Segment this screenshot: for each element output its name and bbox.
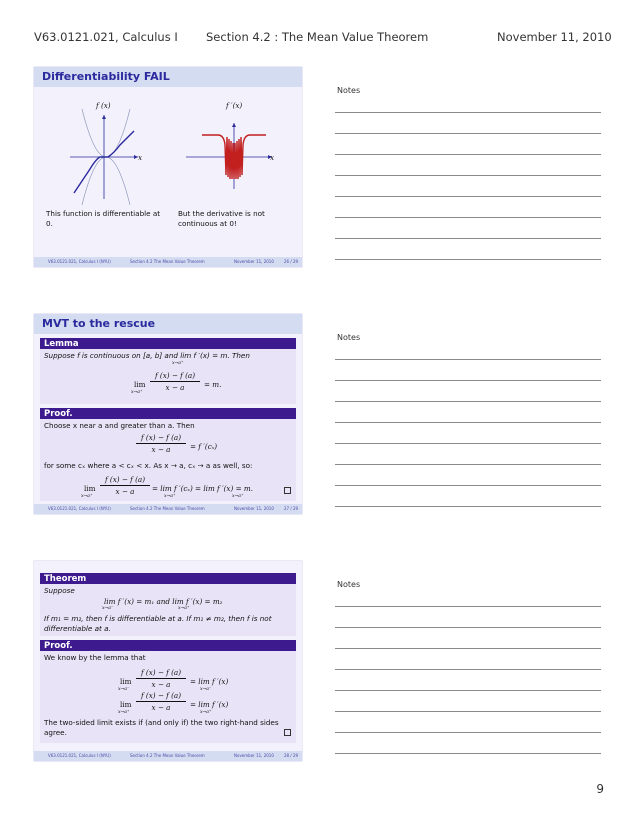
slide-title: Differentiability FAIL <box>42 70 170 83</box>
eq2-fraction <box>136 691 186 712</box>
lemma-body <box>40 349 296 404</box>
notes-line <box>335 217 601 218</box>
proof-eq-numerator: f (x) − f (a) <box>104 475 146 484</box>
y-axis-arrow-right <box>232 123 236 127</box>
lemma-lim: lim <box>134 380 146 389</box>
page-number: 9 <box>596 782 604 796</box>
theorem-header <box>40 573 296 584</box>
proof-line1: Choose x near a and greater than a. Then <box>44 421 195 430</box>
notes-line <box>335 380 601 381</box>
proof-line2: for some cₓ where a < cₓ < x. As x → a, cₓ → a as well, so: <box>44 461 253 470</box>
notes-label: Notes <box>337 580 361 589</box>
slide-differentiability-fail <box>34 67 302 267</box>
notes-line <box>335 669 601 670</box>
eq2-lim: lim <box>120 700 132 709</box>
graph-label-f: f (x) <box>96 101 111 110</box>
theorem-sub1: x→a⁻ <box>102 606 114 611</box>
eq1-rhs: = lim f ′(x) <box>190 677 229 686</box>
footer-section: Section 4.2 The Mean Value Theorem <box>130 752 205 758</box>
header-course: V63.0121.021, Calculus I <box>34 30 178 44</box>
slide-mvt-rescue <box>34 314 302 514</box>
footer-section: Section 4.2 The Mean Value Theorem <box>130 258 205 264</box>
lemma-lim-sub2: x→a⁺ <box>131 390 143 395</box>
footer-section: Section 4.2 The Mean Value Theorem <box>130 505 205 511</box>
notes-line <box>335 506 601 507</box>
eq1-sub: x→a⁻ <box>118 687 130 692</box>
notes-line <box>335 175 601 176</box>
eq2-rhs: = lim f ′(x) <box>190 700 229 709</box>
lemma-fraction <box>150 371 200 392</box>
eq1-lim: lim <box>120 677 132 686</box>
theorem-body <box>40 584 296 636</box>
slide-footer <box>34 504 302 514</box>
proof-line1: We know by the lemma that <box>44 653 146 662</box>
notes-line <box>335 711 601 712</box>
theorem-line3: differentiable at a. <box>44 624 111 633</box>
proof-fraction <box>136 433 186 454</box>
header-date: November 11, 2010 <box>497 30 612 44</box>
footer-course: V63.0121.021, Calculus I (NYU) <box>48 505 111 511</box>
graph-fprime <box>34 67 302 267</box>
qed-box <box>284 487 291 494</box>
notes-line <box>335 753 601 754</box>
eq1-denominator: x − a <box>151 680 171 689</box>
notes-line <box>335 133 601 134</box>
notes-line <box>335 154 601 155</box>
proof-sub2: x→a⁺ <box>164 494 176 499</box>
graph-label-fprime: f ′(x) <box>226 101 243 110</box>
theorem-label: Theorem <box>44 574 87 584</box>
proof-eq-lim: lim <box>84 484 96 493</box>
proof-line3: agree. <box>44 728 67 737</box>
proof-numerator: f (x) − f (a) <box>140 433 182 442</box>
lemma-lim-sub: x→a⁺ <box>172 361 184 366</box>
eq1-rhs-sub: x→a⁻ <box>200 687 212 692</box>
footer-page: 27 / 29 <box>284 505 299 511</box>
theorem-sub2: x→a⁺ <box>178 606 190 611</box>
theorem-line2: If m₁ = m₂, then f is differentiable at a. If m₁ ≠ m₂, then f is not <box>44 614 272 623</box>
footer-page: 26 / 29 <box>284 258 299 264</box>
notes-line <box>335 606 601 607</box>
theorem-eq: lim f ′(x) = m₁ and lim f ′(x) = m₂ <box>104 597 223 606</box>
eq2-sub: x→a⁺ <box>118 710 130 715</box>
notes-line <box>335 259 601 260</box>
slide-footer <box>34 751 302 761</box>
footer-page: 28 / 29 <box>284 752 299 758</box>
notes-line <box>335 238 601 239</box>
slide-footer <box>34 257 302 267</box>
qed-box <box>284 729 291 736</box>
footer-date: November 11, 2010 <box>234 752 274 758</box>
lemma-label: Lemma <box>44 339 79 349</box>
lemma-denominator: x − a <box>165 383 185 392</box>
notes-label: Notes <box>337 333 361 342</box>
right-caption: But the derivative is not continuous at 0! <box>178 209 265 228</box>
notes-line <box>335 464 601 465</box>
notes-line <box>335 485 601 486</box>
lemma-rhs: = m. <box>204 380 222 389</box>
notes-line <box>335 359 601 360</box>
lemma-header <box>40 338 296 349</box>
notes-line <box>335 196 601 197</box>
eq2-rhs-sub: x→a⁺ <box>200 710 212 715</box>
notes-line <box>335 690 601 691</box>
header-section: Section 4.2 : The Mean Value Theorem <box>206 30 429 44</box>
eq1-fraction <box>136 668 186 689</box>
notes-line <box>335 112 601 113</box>
proof-sub3: x→a⁺ <box>232 494 244 499</box>
footer-date: November 11, 2010 <box>234 258 274 264</box>
lemma-line: Suppose f is continuous on [a, b] and lim f ′(x) = m. Then <box>44 351 250 360</box>
notes-line <box>335 443 601 444</box>
proof-line2: The two-sided limit exists if (and only if) the two right-hand sides <box>44 718 279 727</box>
footer-date: November 11, 2010 <box>234 505 274 511</box>
proof-rhs: = f ′(cₓ) <box>190 442 218 451</box>
proof-header <box>40 408 296 419</box>
footer-course: V63.0121.021, Calculus I (NYU) <box>48 752 111 758</box>
slide-theorem <box>34 561 302 761</box>
proof-sub1: x→a⁺ <box>81 494 93 499</box>
footer-course: V63.0121.021, Calculus I (NYU) <box>48 258 111 264</box>
notes-line <box>335 627 601 628</box>
notes-line <box>335 422 601 423</box>
eq1-numerator: f (x) − f (a) <box>140 668 182 677</box>
proof-header <box>40 640 296 651</box>
proof-denominator: x − a <box>151 445 171 454</box>
eq2-denominator: x − a <box>151 703 171 712</box>
eq2-numerator: f (x) − f (a) <box>140 691 182 700</box>
proof-label: Proof. <box>44 641 73 651</box>
proof-eq-rest: = lim f ′(cₓ) = lim f ′(x) = m. <box>152 484 253 493</box>
notes-line <box>335 401 601 402</box>
slide-title: MVT to the rescue <box>42 317 156 330</box>
proof-eq-fraction <box>100 475 150 496</box>
notes-line <box>335 732 601 733</box>
notes-line <box>335 648 601 649</box>
axis-label-x-left: x <box>138 153 143 162</box>
theorem-line1: Suppose <box>44 586 75 595</box>
slide-title-bar <box>34 314 302 334</box>
proof-eq-denominator: x − a <box>115 487 135 496</box>
notes-label: Notes <box>337 86 361 95</box>
proof-body <box>40 651 296 743</box>
proof-label: Proof. <box>44 409 73 419</box>
lemma-numerator: f (x) − f (a) <box>154 371 196 380</box>
proof-body <box>40 419 296 501</box>
left-caption: This function is differentiable at 0. <box>46 209 161 228</box>
axis-label-x-right: x <box>270 153 275 162</box>
